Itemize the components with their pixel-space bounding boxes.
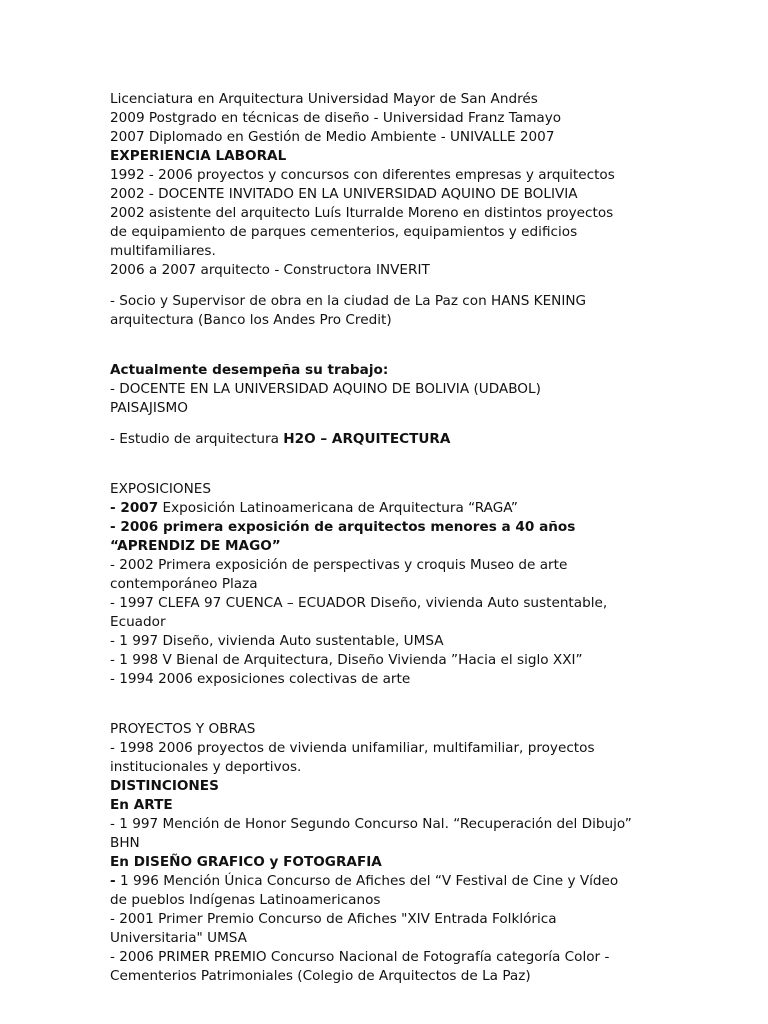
exhibition-line: - 1997 CLEFA 97 CUENCA – ECUADOR Diseño, vivienda Auto sustentable, bbox=[110, 595, 608, 611]
education-line: Licenciatura en Arquitectura Universidad Mayor de San Andrés bbox=[110, 91, 538, 107]
distinction-line: BHN bbox=[110, 835, 140, 851]
education-line: 2007 Diplomado en Gestión de Medio Ambiente - UNIVALLE 2007 bbox=[110, 129, 555, 145]
experience-line: 1992 - 2006 proyectos y concursos con diferentes empresas y arquitectos bbox=[110, 167, 615, 183]
spacer bbox=[110, 418, 750, 430]
experience-line: 2002 - DOCENTE INVITADO EN LA UNIVERSIDAD AQUINO DE BOLIVIA bbox=[110, 186, 578, 202]
exhibition-line: - 1994 2006 exposiciones colectivas de arte bbox=[110, 671, 411, 687]
exhibition-line: Ecuador bbox=[110, 614, 166, 630]
distinction-line: Cementerios Patrimoniales (Colegio de Arquitectos de La Paz) bbox=[110, 968, 531, 984]
exhibition-line: contemporáneo Plaza bbox=[110, 576, 258, 592]
distinction-line: - 2006 PRIMER PREMIO Concurso Nacional de Fotografía categoría Color - bbox=[110, 949, 610, 965]
projects-heading: PROYECTOS Y OBRAS bbox=[110, 721, 256, 737]
art-heading: En ARTE bbox=[110, 797, 173, 813]
current-work-line: PAISAJISMO bbox=[110, 400, 188, 416]
exhibition-line: - 2002 Primera exposición de perspectivas y croquis Museo de arte bbox=[110, 557, 568, 573]
distinction-text: 1 996 Mención Única Concurso de Afiches del “V Festival de Cine y Vídeo bbox=[115, 873, 619, 889]
current-work-heading: Actualmente desempeña su trabajo: bbox=[110, 362, 389, 378]
current-work-line: - DOCENTE EN LA UNIVERSIDAD AQUINO DE BOLIVIA (UDABOL) bbox=[110, 381, 541, 397]
design-heading: En DISEÑO GRAFICO y FOTOGRAFIA bbox=[110, 854, 382, 870]
distinctions-heading: DISTINCIONES bbox=[110, 778, 219, 794]
partner-line: - Socio y Supervisor de obra en la ciudad de La Paz con HANS KENING bbox=[110, 293, 587, 309]
exhibition-line bbox=[110, 499, 750, 518]
exhibition-line: - 1 998 V Bienal de Arquitectura, Diseño Vivienda ”Hacia el siglo XXI” bbox=[110, 652, 583, 668]
exhibition-line: - 2006 primera exposición de arquitectos menores a 40 años bbox=[110, 519, 576, 535]
distinction-line: de pueblos Indígenas Latinoamericanos bbox=[110, 892, 381, 908]
studio-line bbox=[110, 430, 750, 449]
experience-line: de equipamiento de parques cementerios, equipamientos y edificios bbox=[110, 224, 578, 240]
experience-line: 2002 asistente del arquitecto Luís Iturralde Moreno en distintos proyectos bbox=[110, 205, 614, 221]
cv-body bbox=[110, 90, 750, 986]
exhibitions-heading: EXPOSICIONES bbox=[110, 481, 212, 497]
distinction-line: Universitaria" UMSA bbox=[110, 930, 247, 946]
exhibition-line: “APRENDIZ DE MAGO” bbox=[110, 538, 281, 554]
exhibition-year: - 2007 bbox=[110, 500, 159, 516]
spacer bbox=[110, 330, 750, 361]
projects-line: - 1998 2006 proyectos de vivienda unifamiliar, multifamiliar, proyectos bbox=[110, 740, 595, 756]
studio-prefix: - Estudio de arquitectura bbox=[110, 431, 284, 447]
projects-line: institucionales y deportivos. bbox=[110, 759, 302, 775]
distinction-dash: - bbox=[110, 873, 116, 889]
spacer bbox=[110, 449, 750, 480]
experience-line: multifamiliares. bbox=[110, 243, 216, 259]
studio-name: H2O – ARQUITECTURA bbox=[283, 431, 451, 447]
exhibition-line: - 1 997 Diseño, vivienda Auto sustentable, UMSA bbox=[110, 633, 444, 649]
distinction-line: - 2001 Primer Premio Concurso de Afiches "XIV Entrada Folklórica bbox=[110, 911, 557, 927]
experience-line: 2006 a 2007 arquitecto - Constructora INVERIT bbox=[110, 262, 430, 278]
experience-heading: EXPERIENCIA LABORAL bbox=[110, 148, 287, 164]
distinction-line bbox=[110, 872, 750, 891]
spacer bbox=[110, 689, 750, 720]
exhibition-text: Exposición Latinoamericana de Arquitectura “RAGA” bbox=[158, 500, 518, 516]
distinction-line: - 1 997 Mención de Honor Segundo Concurso Nal. “Recuperación del Dibujo” bbox=[110, 816, 632, 832]
education-line: 2009 Postgrado en técnicas de diseño - Universidad Franz Tamayo bbox=[110, 110, 562, 126]
partner-line: arquitectura (Banco los Andes Pro Credit) bbox=[110, 312, 392, 328]
spacer bbox=[110, 280, 750, 292]
